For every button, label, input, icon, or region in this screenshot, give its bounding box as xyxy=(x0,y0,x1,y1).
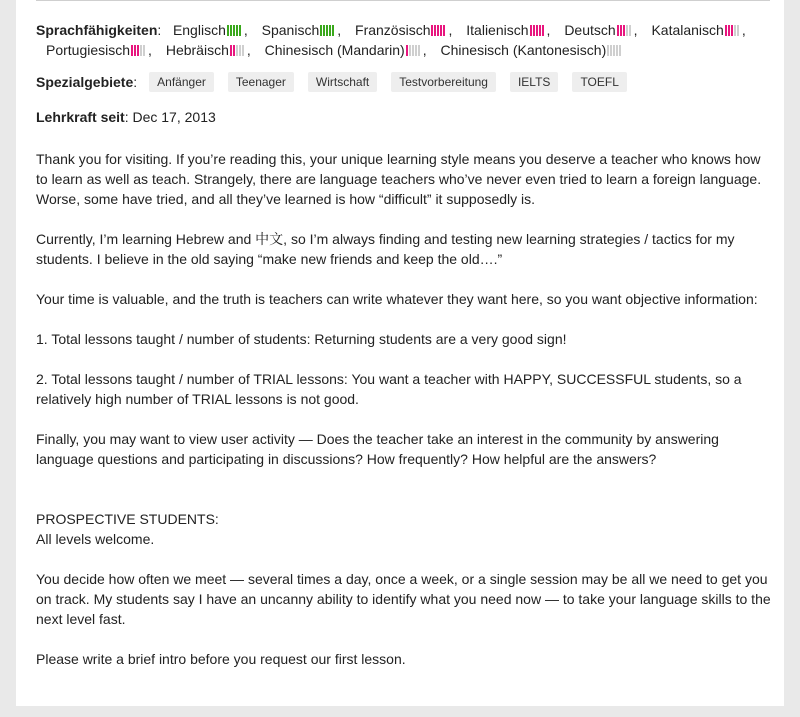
teacher-since-label: Lehrkraft seit xyxy=(36,109,125,125)
proficiency-bar xyxy=(542,25,544,36)
about-paragraph: Your time is valuable, and the truth is teachers can write whatever they want here, so you want objective information: xyxy=(36,291,758,307)
proficiency-bar xyxy=(418,45,420,56)
proficiency-bars-icon xyxy=(230,41,245,52)
proficiency-bar xyxy=(728,25,730,36)
proficiency-bar xyxy=(239,45,241,56)
specialty-tag[interactable]: IELTS xyxy=(510,72,558,92)
about-paragraph: 2. Total lessons taught / number of TRIAL lessons: You want a teacher with HAPPY, SUCCESSFUL students, so a relatively high number of TRIAL lessons is not good. xyxy=(36,371,742,407)
specialty-tag[interactable]: Teenager xyxy=(228,72,294,92)
proficiency-bar xyxy=(536,25,538,36)
language-name: Englisch xyxy=(172,22,226,38)
proficiency-bar xyxy=(431,25,433,36)
languages-label: Sprachfähigkeiten xyxy=(36,22,158,38)
language-name: Portugiesisch xyxy=(46,42,131,58)
about-paragraph: Please write a brief intro before you request our first lesson. xyxy=(36,651,406,667)
proficiency-bar xyxy=(613,45,615,56)
proficiency-bars-icon xyxy=(530,21,545,32)
separator: , xyxy=(448,22,453,38)
proficiency-bar xyxy=(320,25,322,36)
proficiency-bar xyxy=(610,45,612,56)
about-paragraph: Finally, you may want to view user activity — Does the teacher take an interest in the community by answering language questions and participating in discussions? How frequently? How helpful are the answers? xyxy=(36,431,719,467)
proficiency-bar xyxy=(434,25,436,36)
proficiency-bar xyxy=(239,25,241,36)
proficiency-bar xyxy=(623,25,625,36)
proficiency-bar xyxy=(533,25,535,36)
proficiency-bar xyxy=(131,45,133,56)
language-item xyxy=(430,42,622,58)
language-item xyxy=(252,22,341,38)
proficiency-bars-icon xyxy=(617,21,632,32)
proficiency-bar xyxy=(530,25,532,36)
proficiency-bar xyxy=(227,25,229,36)
proficiency-bar xyxy=(731,25,733,36)
proficiency-bars-icon xyxy=(607,41,622,52)
proficiency-bars-icon xyxy=(131,41,146,52)
proficiency-bars-icon xyxy=(406,41,421,52)
proficiency-bar xyxy=(629,25,631,36)
proficiency-bar xyxy=(725,25,727,36)
proficiency-bars-icon xyxy=(431,21,446,32)
teacher-since-value: Dec 17, 2013 xyxy=(132,109,216,125)
proficiency-bar xyxy=(406,45,408,56)
proficiency-bars-icon xyxy=(725,21,740,32)
language-item xyxy=(156,42,251,58)
proficiency-bar xyxy=(236,25,238,36)
about-me-text xyxy=(36,149,771,669)
teacher-since: Lehrkraft seit: Dec 17, 2013 xyxy=(36,109,216,125)
language-name: Deutsch xyxy=(564,22,616,38)
specialties-label: Spezialgebiete xyxy=(36,74,134,90)
about-paragraph: Currently, I’m learning Hebrew and 中文, so I’m always finding and testing new learning strategies / tactics for my students. I believe in the old saying “make new friends and keep the old….” xyxy=(36,231,735,267)
proficiency-bar xyxy=(737,25,739,36)
proficiency-bar xyxy=(134,45,136,56)
separator: , xyxy=(741,22,746,38)
proficiency-bar xyxy=(617,25,619,36)
proficiency-bar xyxy=(326,25,328,36)
language-item xyxy=(173,22,248,38)
proficiency-bars-icon xyxy=(320,21,335,32)
about-paragraph: Thank you for visiting. If you’re reading this, your unique learning style means you deserve a teacher who knows how to learn as well as teach. Strangely, there are language teachers who’ve never even tried to learn a foreign language. Worse, some have tried, and all they’ve learned is how “difficult” it supposedly is. xyxy=(36,151,762,207)
proficiency-bar xyxy=(242,45,244,56)
divider xyxy=(36,0,770,1)
separator: , xyxy=(243,22,248,38)
language-name: Katalanisch xyxy=(651,22,724,38)
specialty-tag[interactable]: TOEFL xyxy=(572,72,626,92)
separator: , xyxy=(337,22,342,38)
specialty-tag[interactable]: Testvorbereitung xyxy=(391,72,496,92)
about-paragraph: 1. Total lessons taught / number of students: Returning students are a very good sign! xyxy=(36,331,567,347)
language-item xyxy=(255,42,427,58)
proficiency-bar xyxy=(140,45,142,56)
language-name: Italienisch xyxy=(466,22,529,38)
language-item xyxy=(554,22,637,38)
proficiency-bar xyxy=(619,45,621,56)
separator: , xyxy=(422,42,427,58)
proficiency-bar xyxy=(734,25,736,36)
specialty-tag[interactable]: Anfänger xyxy=(149,72,214,92)
proficiency-bar xyxy=(323,25,325,36)
about-paragraph: You decide how often we meet — several times a day, once a week, or a single session may be all we need to get you on track. My students say I have an uncanny ability to identify what you need now — to take your language skills to the next level fast. xyxy=(36,571,771,627)
specialties: Spezialgebiete : Anfänger Teenager Wirtschaft Testvorbereitung IELTS TOEFL xyxy=(36,72,771,92)
separator: , xyxy=(633,22,638,38)
separator: , xyxy=(546,22,551,38)
proficiency-bar xyxy=(409,45,411,56)
proficiency-bar xyxy=(233,25,235,36)
language-name: Spanisch xyxy=(261,22,320,38)
proficiency-bars-icon xyxy=(227,21,242,32)
proficiency-bar xyxy=(332,25,334,36)
separator: , xyxy=(148,42,152,58)
proficiency-bar xyxy=(607,45,609,56)
proficiency-bar xyxy=(230,45,232,56)
proficiency-bar xyxy=(443,25,445,36)
proficiency-bar xyxy=(626,25,628,36)
specialty-tag[interactable]: Wirtschaft xyxy=(308,72,377,92)
proficiency-bar xyxy=(230,25,232,36)
proficiency-bar xyxy=(412,45,414,56)
proficiency-bar xyxy=(137,45,139,56)
proficiency-bar xyxy=(233,45,235,56)
language-name: Hebräisch xyxy=(165,42,229,58)
proficiency-bar xyxy=(415,45,417,56)
proficiency-bar xyxy=(329,25,331,36)
proficiency-bar xyxy=(236,45,238,56)
proficiency-bar xyxy=(437,25,439,36)
language-item xyxy=(36,42,152,58)
profile-details xyxy=(36,20,771,689)
proficiency-bar xyxy=(620,25,622,36)
proficiency-bar xyxy=(539,25,541,36)
about-paragraph: PROSPECTIVE STUDENTS: xyxy=(36,511,219,527)
about-paragraph: All levels welcome. xyxy=(36,531,155,547)
proficiency-bar xyxy=(616,45,618,56)
language-name: Chinesisch (Mandarin) xyxy=(264,42,405,58)
language-item xyxy=(641,22,745,38)
language-item xyxy=(345,22,452,38)
proficiency-bar xyxy=(143,45,145,56)
language-name: Französisch xyxy=(355,22,431,38)
language-item xyxy=(456,22,550,38)
language-name: Chinesisch (Kantonesisch) xyxy=(440,42,607,58)
language-skills: Sprachfähigkeiten: Englisch , Spanisch , Französisch , Italienisch , Deutsch , Katalanisch , Portugiesisch , Hebräisch , Chinesisch (Mandarin) , Chinesisch (Kantonesisch) xyxy=(36,22,746,58)
separator: , xyxy=(246,42,251,58)
teacher-profile-card xyxy=(16,0,784,706)
proficiency-bar xyxy=(440,25,442,36)
